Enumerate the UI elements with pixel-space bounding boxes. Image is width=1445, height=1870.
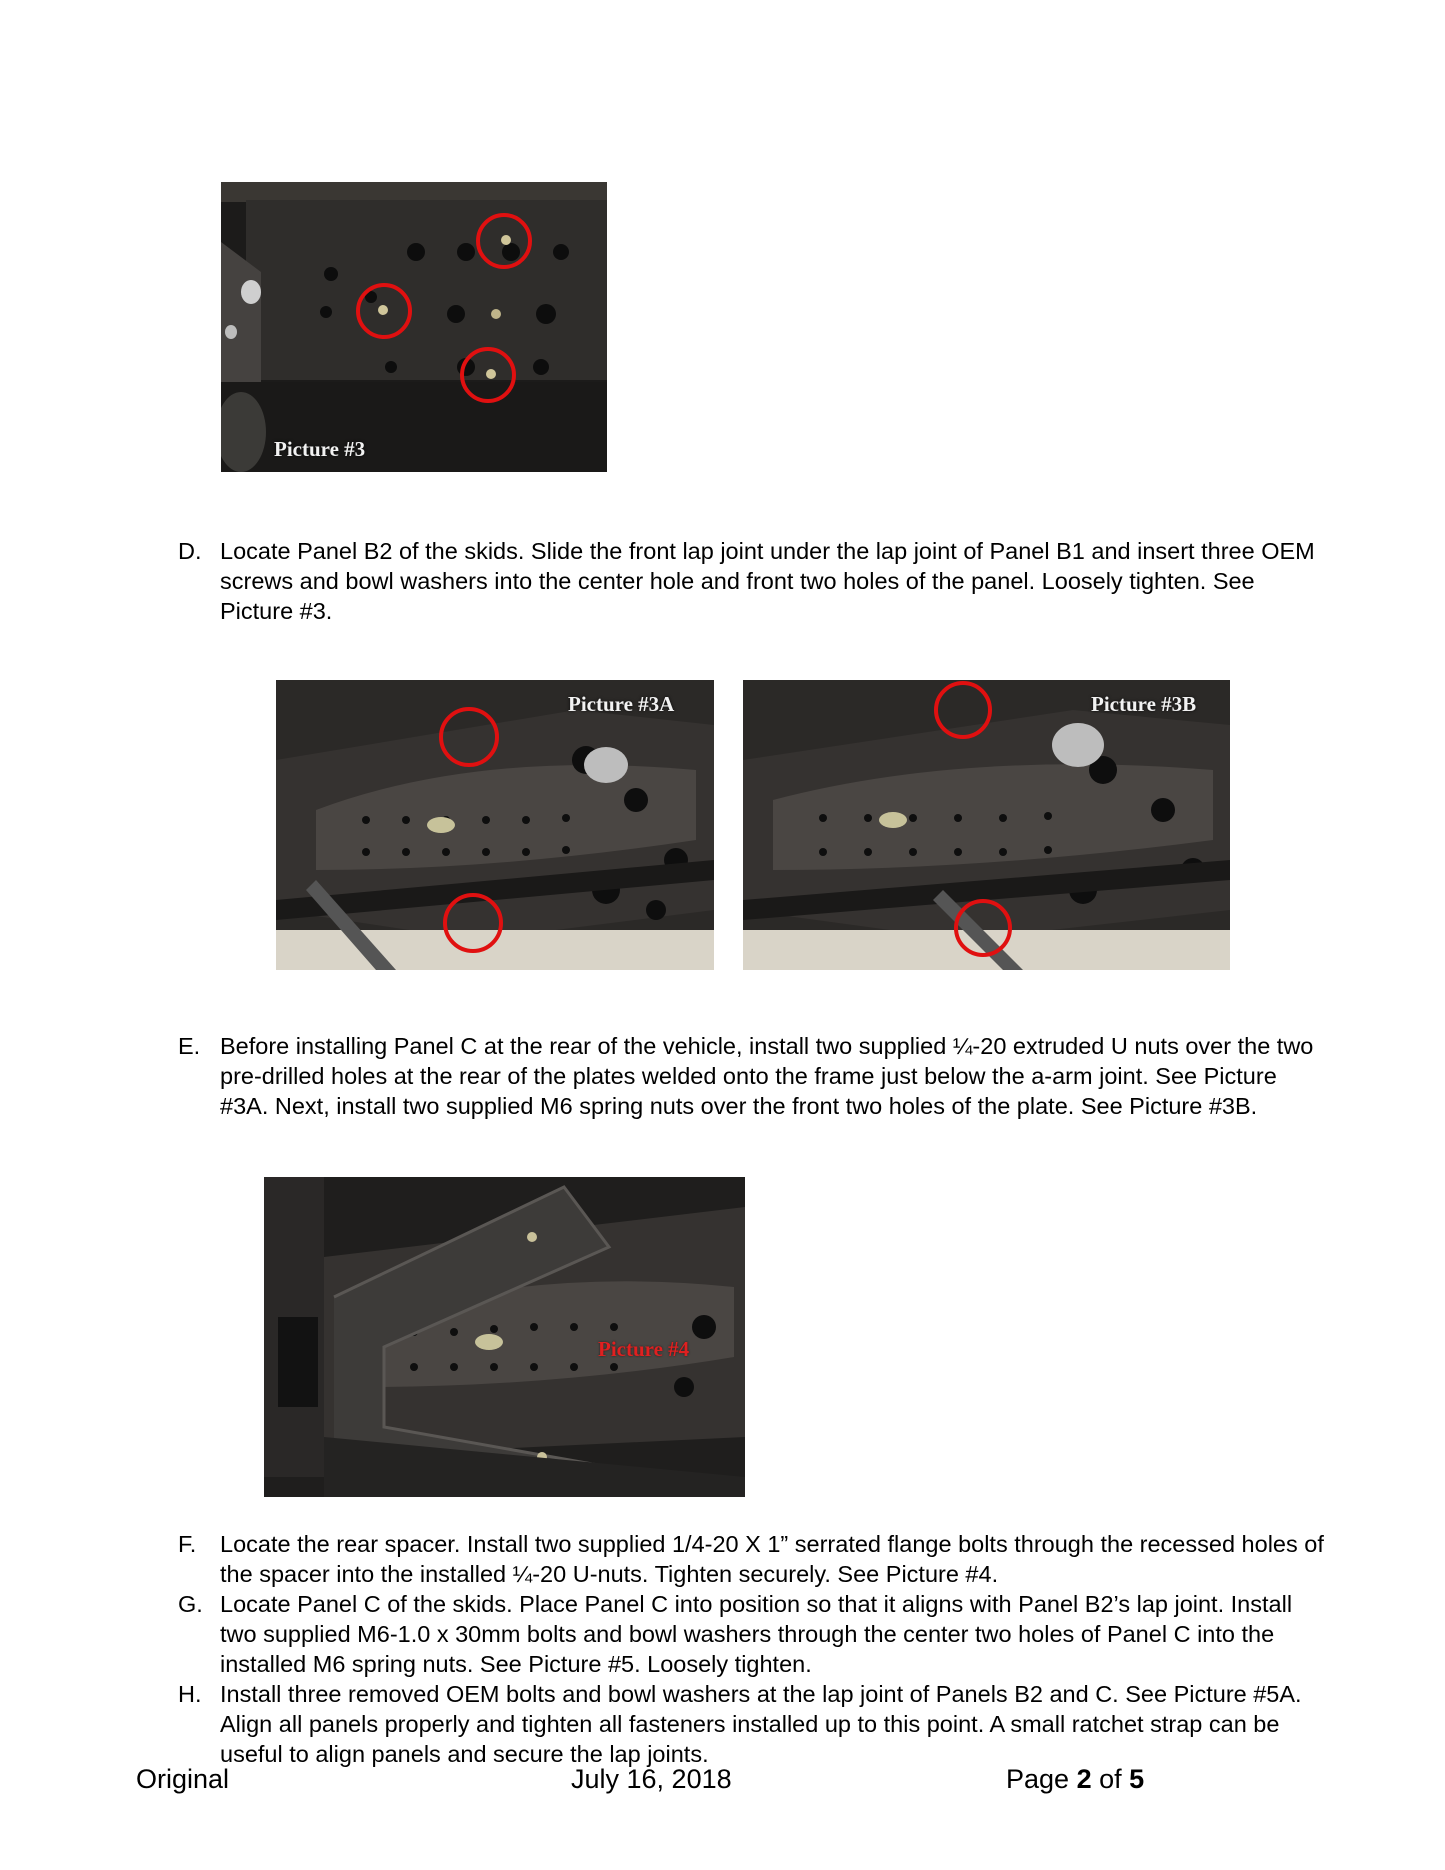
step-letter: D. [178,538,202,564]
picture-3b-image [743,680,1230,970]
picture-4-photo [264,1177,745,1497]
picture-3-photo [221,182,607,472]
footer-date: July 16, 2018 [571,1764,732,1794]
picture-3b-photo [743,680,1230,970]
footer-page-number [1006,1764,1144,1795]
picture-3a-image [276,680,714,970]
step-h [178,1679,1328,1769]
step-g [178,1589,1328,1679]
picture-3-caption: Picture #3 [274,437,366,461]
picture-3a-photo [276,680,714,970]
step-letter: G. [178,1591,203,1617]
picture-4-caption: Picture #4 [598,1337,690,1361]
step-d [178,536,1328,626]
page-total: 5 [1129,1764,1145,1794]
step-letter: F. [178,1531,197,1557]
picture-3a-caption: Picture #3A [568,692,675,716]
page-separator: of [1091,1764,1130,1794]
step-e [178,1031,1328,1121]
footer-revision: Original [136,1764,230,1794]
step-text: Install three removed OEM bolts and bowl washers at the lap joint of Panels B2 and C. See Picture #5A. Align all panels properly and tighten all fasteners installed up to this point. A small ratchet strap can be useful to align panels and secure the lap joints. [220,1681,1302,1767]
page-prefix: Page [1006,1764,1077,1794]
step-f [178,1529,1328,1589]
picture-3-image [221,182,607,472]
step-text: Locate the rear spacer. Install two supplied 1/4-20 X 1” serrated flange bolts through the recessed holes of the spacer into the installed ¼-20 U-nuts. Tighten securely. See Picture #4. [220,1531,1324,1587]
step-letter: H. [178,1681,202,1707]
picture-3b-caption: Picture #3B [1091,692,1197,716]
step-letter: E. [178,1033,201,1059]
page-current: 2 [1076,1764,1092,1794]
step-text: Locate Panel B2 of the skids. Slide the front lap joint under the lap joint of Panel B1 and insert three OEM screws and bowl washers into the center hole and front two holes of the panel. Loosely tighten. See Picture #3. [220,538,1315,624]
step-text: Locate Panel C of the skids. Place Panel C into position so that it aligns with Panel B2’s lap joint. Install two supplied M6-1.0 x 30mm bolts and bowl washers through the center two holes of Panel C into the installed M6 spring nuts. See Picture #5. Loosely tighten. [220,1591,1293,1677]
step-text: Before installing Panel C at the rear of the vehicle, install two supplied ¼-20 extruded U nuts over the two pre-drilled holes at the rear of the plates welded onto the frame just below the a-arm joint. See Picture #3A. Next, install two supplied M6 spring nuts over the front two holes of the plate. See Picture #3B. [220,1033,1314,1119]
